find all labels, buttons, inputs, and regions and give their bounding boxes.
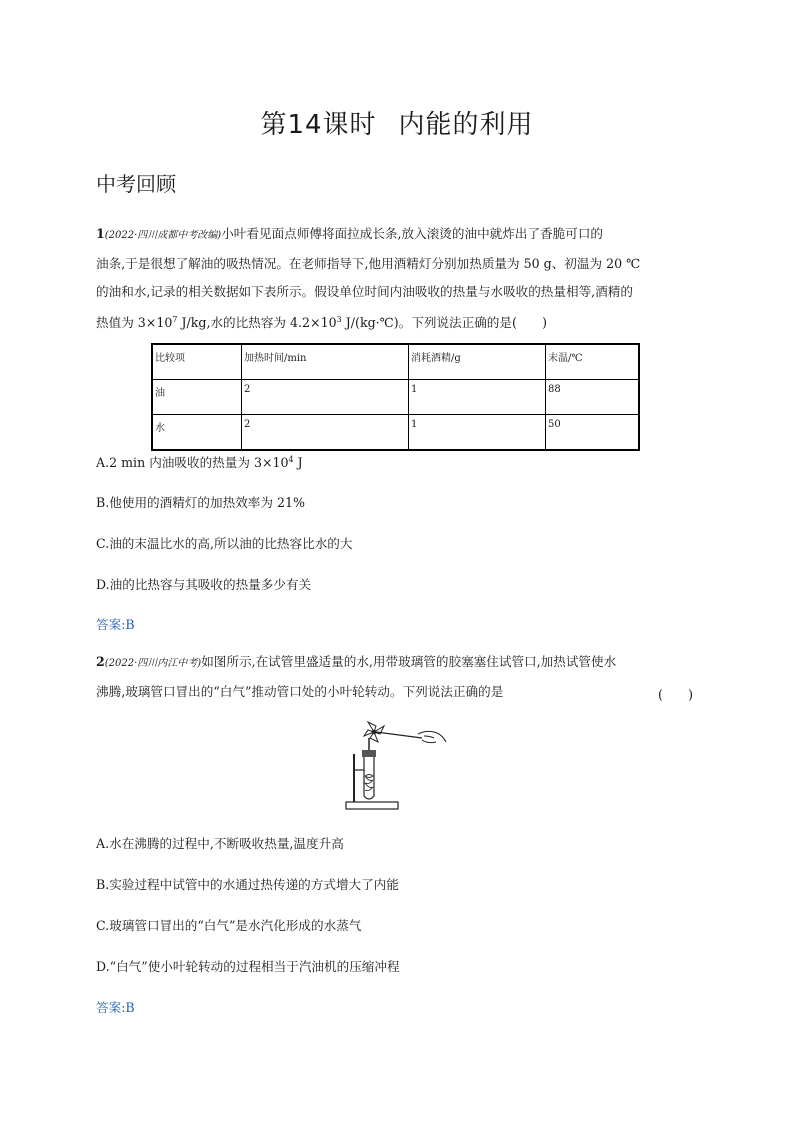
question-1-option-a: A.2 min 内油吸收的热量为 $3\times 10^4$ J bbox=[96, 454, 303, 470]
answer-bracket: ( ) bbox=[658, 687, 694, 702]
page-title: 第14课时 内能的利用 bbox=[260, 110, 534, 140]
question-1-line-4: 热值为 $3\times 10^7$ J/kg,水的比热容为 $4.2\times 10^3$ J/(kg·℃)。下列说法正确的是( ) bbox=[96, 315, 547, 331]
question-1-line-1: 1(2022·四川成都中考改编)小叶看见面点师傅将面拉成长条,放入滚烫的油中就炸出了香脆可口的 bbox=[96, 226, 604, 241]
section-heading: 中考回顾 bbox=[96, 172, 176, 196]
table-header-cell: 消耗酒精/g bbox=[409, 344, 546, 380]
question-2-line-2: 沸腾,玻璃管口冒出的“白气”推动管口处的小叶轮转动。下列说法正确的是 bbox=[96, 684, 504, 699]
pinwheel-stick bbox=[376, 732, 422, 738]
table-cell: 2 bbox=[242, 415, 409, 451]
table-cell: 水 bbox=[152, 415, 242, 451]
rubber-stopper bbox=[362, 750, 376, 757]
table-header-cell: 加热时间/min bbox=[242, 344, 409, 380]
table-header-cell: 比较项 bbox=[152, 344, 242, 380]
question-2-option-b: B.实验过程中试管中的水通过热传递的方式增大了内能 bbox=[96, 877, 399, 892]
question-2-option-a: A.水在沸腾的过程中,不断吸收热量,温度升高 bbox=[96, 836, 344, 851]
table-cell: 2 bbox=[242, 380, 409, 415]
table-cell: 油 bbox=[152, 380, 242, 415]
table-cell: 1 bbox=[409, 380, 546, 415]
table-cell: 88 bbox=[546, 380, 640, 415]
question-1-answer: 答案:B bbox=[96, 617, 135, 632]
question-1-option-b: B.他使用的酒精灯的加热效率为 21% bbox=[96, 495, 305, 510]
question-1-option-c: C.油的末温比水的高,所以油的比热容比水的大 bbox=[96, 536, 353, 551]
question-1-line-3: 的油和水,记录的相关数据如下表所示。假设单位时间内油吸收的热量与水吸收的热量相等,酒精的 bbox=[96, 284, 633, 299]
table-header-row bbox=[152, 344, 639, 380]
table-row bbox=[152, 415, 639, 451]
question-1-option-d: D.油的比热容与其吸收的热量多少有关 bbox=[96, 577, 312, 592]
question-1-source: (2022·四川成都中考改编) bbox=[104, 230, 222, 241]
question-1 bbox=[96, 220, 700, 337]
question-2-option-d: D.“白气”使小叶轮转动的过程相当于汽油机的压缩冲程 bbox=[96, 959, 400, 974]
stand-base bbox=[346, 802, 398, 809]
question-2 bbox=[96, 648, 700, 706]
question-2-answer: 答案:B bbox=[96, 1000, 135, 1015]
question-2-source: (2022·四川内江中考) bbox=[104, 658, 202, 669]
question-2-option-c: C.玻璃管口冒出的“白气”是水汽化形成的水蒸气 bbox=[96, 918, 362, 933]
table-cell: 1 bbox=[409, 415, 546, 451]
question-2-line-1: 2(2022·四川内江中考)如图所示,在试管里盛适量的水,用带玻璃管的胶塞塞住试管口,加热试管使水 bbox=[96, 654, 617, 669]
table-header-cell: 末温/℃ bbox=[546, 344, 640, 380]
table-row bbox=[152, 380, 639, 415]
table-cell: 50 bbox=[546, 415, 640, 451]
boiling-water bbox=[365, 775, 373, 791]
hand bbox=[418, 731, 446, 742]
question-1-line-2: 油条,于是很想了解油的吸热情况。在老师指导下,他用酒精灯分别加热质量为 50 g、初温为 20 ℃ bbox=[96, 256, 641, 271]
data-table bbox=[151, 343, 640, 451]
experiment-figure bbox=[338, 718, 452, 814]
